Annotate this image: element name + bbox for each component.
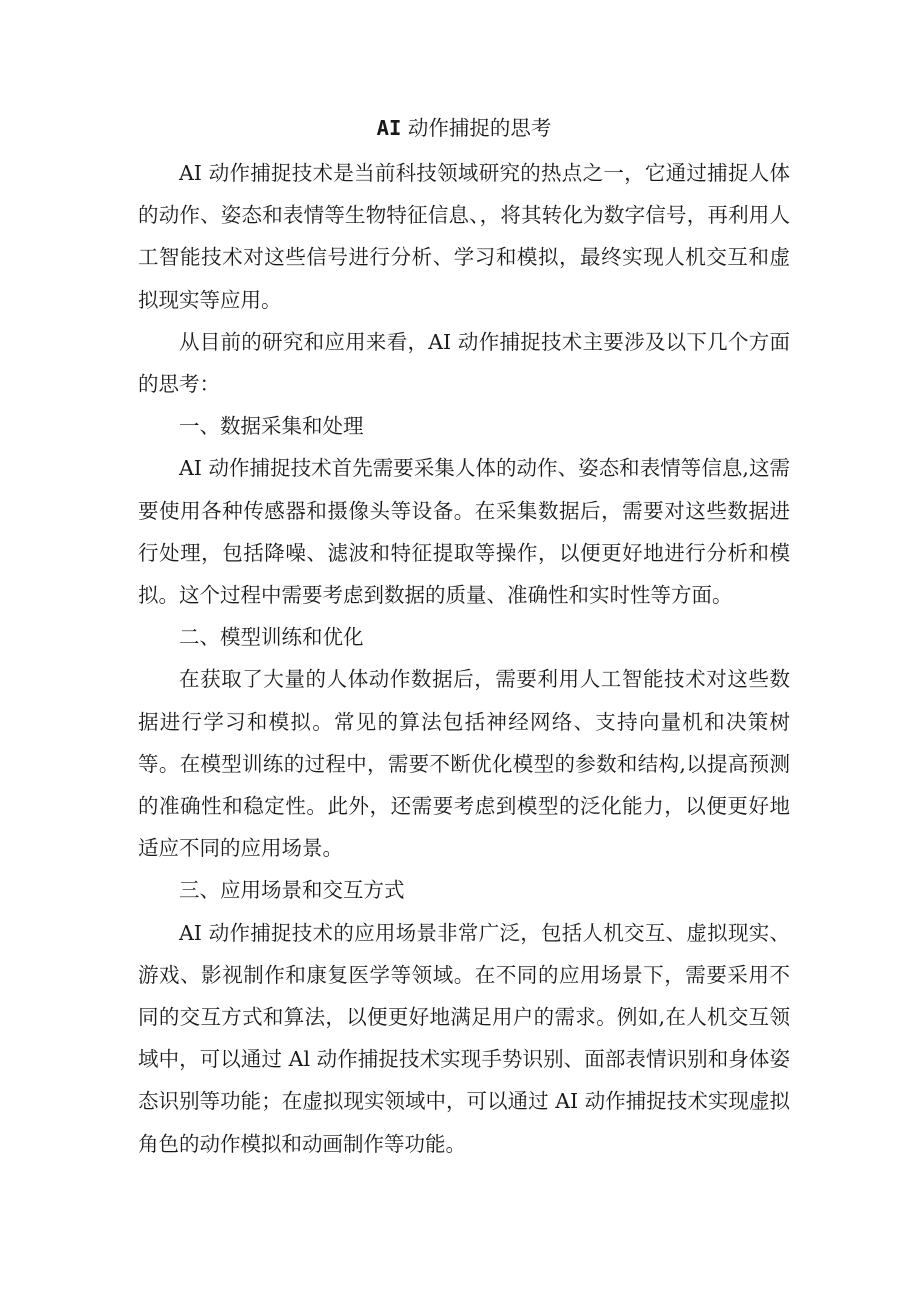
section-heading-model-training: 二、模型训练和优化 [179,625,364,650]
section-body-model-training: 在获取了大量的人体动作数据后，需要利用人工智能技术对这些数据进行学习和模拟。常见的算法包括神经网络、支持向量机和决策树等。在模型训练的过程中，需要不断优化模型的参数和结构,以提高预测的准确性和稳定性。此外，还需要考虑到模型的泛化能力，以便更好地适应不同的应用场景。 [138,667,790,861]
document-title-rest: 动作捕捉的思考 [401,116,552,140]
section-body-data-collection: AI 动作捕捉技术首先需要采集人体的动作、姿态和表情等信息,这需要使用各种传感器和摄像头等设备。在采集数据后，需要对这些数据进行处理，包括降噪、滤波和特征提取等操作，以便更好地进行分析和模拟。这个过程中需要考虑到数据的质量、准确性和实时性等方面。 [138,456,790,608]
document-title [138,112,790,144]
document-body [138,112,790,1165]
document-title-prefix: AI [376,116,402,140]
section-body-application-scenarios: AI 动作捕捉技术的应用场景非常广泛，包括人机交互、虚拟现实、游戏、影视制作和康复医学等领域。在不同的应用场景下，需要采用不同的交互方式和算法，以便更好地满足用户的需求。例如,在人机交互领域中，可以通过 Al 动作捕捉技术实现手势识别、面部表情识别和身体姿态识别等功能；在虚拟现实领域中，可以通过 AI 动作捕捉技术实现虚拟角色的动作模拟和动画制作等功能。 [138,920,790,1156]
intro-paragraph: AI 动作捕捉技术是当前科技领域研究的热点之一，它通过捕捉人体的动作、姿态和表情等生物特征信息、，将其转化为数字信号，再利用人工智能技术对这些信号进行分析、学习和模拟，最终实现人机交互和虚拟现实等应用。 [138,161,790,312]
section-heading-application-scenarios: 三、应用场景和交互方式 [179,878,405,903]
section-heading-data-collection: 一、数据采集和处理 [179,414,364,439]
overview-paragraph: 从目前的研究和应用来看，AI 动作捕捉技术主要涉及以下几个方面的思考： [138,329,790,397]
